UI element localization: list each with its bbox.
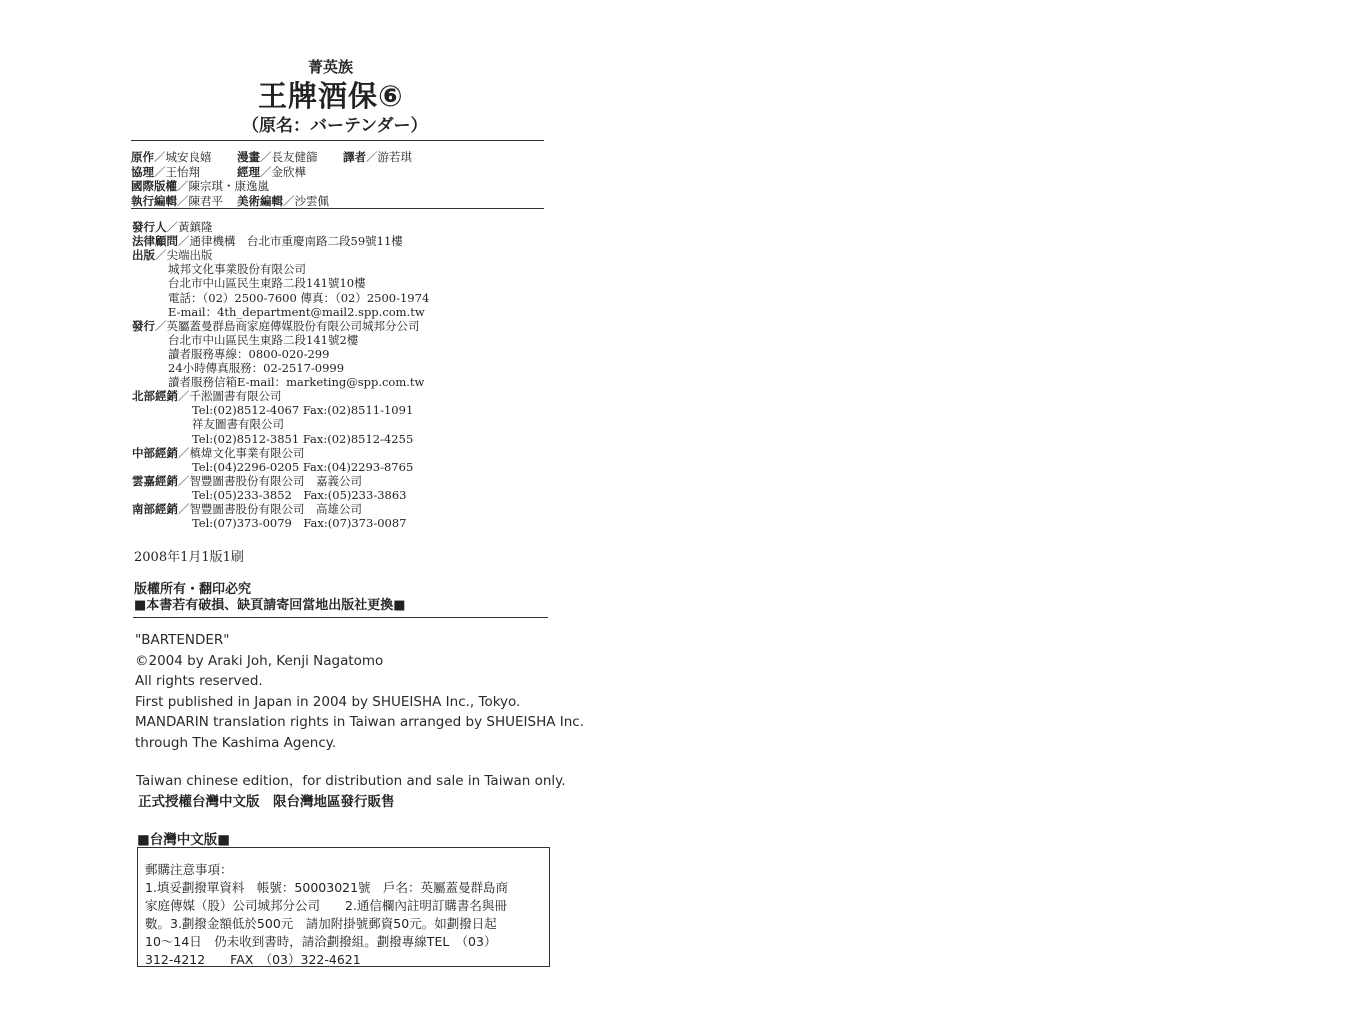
publisher-label: 出版 — [132, 248, 155, 263]
taiwan-edition-chinese: 正式授權台灣中文版 限台灣地區發行販售 — [138, 794, 395, 810]
notice-line: 1.填妥劃撥單資料 帳號：50003021號 戶名：英屬蓋曼群島商 — [145, 880, 509, 895]
publisher-value: Tel:(05)233-3852 Fax:(05)233-3863 — [192, 487, 407, 502]
publisher-line: 雲嘉經銷／智豐圖書股份有限公司 嘉義公司 — [132, 473, 362, 488]
credit-value: 城安良嬉 — [165, 150, 212, 164]
credit-entry: 美術編輯／沙雲佩 — [237, 193, 329, 208]
publisher-value: 台北市中山區民生東路二段141號10樓 — [168, 276, 366, 291]
english-line: ©2004 by Araki Joh, Kenji Nagatomo — [135, 652, 384, 669]
publisher-line — [168, 291, 429, 305]
publisher-label: 發行 — [132, 318, 155, 333]
divider — [131, 208, 544, 209]
damage-notice: ■本書若有破損、缺頁請寄回當地出版社更換■ — [134, 598, 406, 613]
publisher-line — [192, 417, 284, 431]
publisher-value: Tel:(02)8512-3851 Fax:(02)8512-4255 — [192, 431, 414, 446]
publisher-label: 法律顧問 — [132, 234, 178, 249]
book-title: 王牌酒保⑥ — [258, 79, 404, 113]
notice-line: 312-4212 FAX （03）322-4621 — [145, 952, 361, 967]
copyright-notice: 版權所有・翻印必究 — [134, 582, 252, 597]
publisher-value: 通律機構 台北市重慶南路二段59號11樓 — [189, 234, 403, 249]
notice-line: 數。3.劃撥金額低於500元 請加附掛號郵資50元。如劃撥日起 — [145, 916, 497, 931]
credit-entry: 原作／城安良嬉 — [131, 150, 212, 164]
credit-label: 美術編輯 — [237, 193, 283, 208]
publisher-value: 台北市中山區民生東路二段141號2樓 — [168, 332, 359, 347]
publisher-line: 南部經銷／智豐圖書股份有限公司 高雄公司 — [132, 502, 362, 516]
divider — [133, 617, 548, 618]
credit-value: 沙雲佩 — [294, 193, 329, 208]
publisher-value: 英屬蓋曼群島商家庭傳媒股份有限公司城邦分公司 — [166, 318, 420, 333]
publisher-line — [168, 333, 358, 347]
credit-value: 游若琪 — [377, 150, 412, 164]
credit-entry: 經理／金欣樺 — [237, 164, 306, 179]
publisher-line — [168, 305, 425, 319]
publisher-value: 智豐圖書股份有限公司 嘉義公司 — [189, 473, 362, 488]
publisher-line — [192, 516, 406, 530]
publisher-value: Tel:(02)8512-4067 Fax:(02)8511-1091 — [192, 403, 414, 418]
publisher-value: 千淞圖書有限公司 — [189, 389, 282, 404]
edition-label: ■台灣中文版■ — [137, 832, 231, 848]
publisher-line: 法律顧問／通律機構 台北市重慶南路二段59號11樓 — [132, 234, 403, 249]
publisher-line — [168, 276, 366, 290]
publisher-value: 黃鎮隆 — [178, 220, 213, 234]
credit-label: 經理 — [237, 164, 260, 179]
credit-label: 國際版權 — [131, 179, 177, 193]
notice-line: 家庭傳媒（股）公司城邦分公司 2.通信欄內註明訂購書名與冊 — [145, 898, 507, 913]
publisher-line — [192, 488, 406, 502]
publisher-line: 北部經銷／千淞圖書有限公司 — [132, 389, 282, 404]
credit-value: 陳宗琪・康逸嵐 — [188, 179, 269, 193]
taiwan-edition-english: Taiwan chinese edition，for distribution and sale in Taiwan only. — [136, 773, 566, 789]
series-name: 菁英族 — [308, 58, 354, 76]
publisher-value: 讀者服務專線：0800-020-299 — [168, 346, 330, 361]
english-line: First published in Japan in 2004 by SHUEISHA Inc., Tokyo. — [135, 693, 521, 710]
credit-label: 漫畫 — [237, 150, 260, 164]
credit-entry: 協理／王怡翔 — [131, 164, 200, 179]
publisher-line — [168, 375, 424, 389]
publisher-value: 尖端出版 — [166, 248, 213, 263]
english-line: "BARTENDER" — [135, 632, 230, 648]
publisher-line: 中部經銷／槙煒文化事業有限公司 — [132, 445, 305, 460]
publisher-value: 電話：（02）2500-7600 傳真：（02）2500-1974 — [168, 290, 430, 305]
publisher-value: Tel:(07)373-0079 Fax:(07)373-0087 — [192, 516, 407, 531]
mail-order-notice — [137, 847, 550, 967]
english-line: MANDARIN translation rights in Taiwan arranged by SHUEISHA Inc. — [135, 714, 585, 730]
publisher-label: 中部經銷 — [132, 445, 178, 460]
publisher-value: E-mail：4th_department@mail2.spp.com.tw — [168, 304, 425, 319]
publisher-label: 南部經銷 — [132, 502, 178, 516]
credit-label: 原作 — [131, 150, 154, 164]
publisher-value: 祥友圖書有限公司 — [192, 417, 284, 432]
publisher-line: 發行／英屬蓋曼群島商家庭傳媒股份有限公司城邦分公司 — [132, 318, 420, 333]
publisher-line — [192, 460, 413, 474]
publisher-value: Tel:(04)2296-0205 Fax:(04)2293-8765 — [192, 459, 414, 474]
english-line: through The Kashima Agency. — [135, 734, 337, 751]
publisher-line — [192, 432, 413, 446]
credit-entry: 執行編輯／陳君平 — [131, 193, 223, 208]
publisher-value: 24小時傳真服務：02-2517-0999 — [168, 361, 345, 375]
publisher-value: 槙煒文化事業有限公司 — [189, 445, 305, 460]
publisher-line — [168, 361, 344, 375]
publisher-line: 發行人／黃鎮隆 — [132, 220, 213, 234]
publisher-line: 出版／尖端出版 — [132, 248, 213, 263]
original-title: （原名：バーテンダー） — [242, 116, 428, 136]
publisher-line — [168, 262, 306, 276]
credit-entry: 漫畫／長友健篩 — [237, 150, 318, 164]
credit-entry: 國際版權／陳宗琪・康逸嵐 — [131, 179, 269, 193]
notice-line: 10～14日 仍未收到書時，請洽劃撥組。劃撥專線TEL （03） — [145, 934, 497, 949]
divider — [131, 140, 544, 141]
publisher-line — [168, 347, 329, 361]
publisher-value: 智豐圖書股份有限公司 高雄公司 — [189, 502, 362, 516]
credit-label: 譯者 — [343, 150, 366, 164]
english-line: All rights reserved. — [135, 673, 263, 689]
publisher-label: 發行人 — [132, 220, 167, 234]
publisher-line — [192, 403, 413, 417]
notice-line: 郵購注意事項： — [145, 862, 233, 877]
credit-label: 執行編輯 — [131, 193, 177, 208]
credit-value: 王怡翔 — [165, 164, 200, 179]
edition-date: 2008年1月1版1刷 — [134, 550, 244, 565]
publisher-value: 讀者服務信箱E-mail：marketing@spp.com.tw — [168, 375, 425, 390]
credit-value: 金欣樺 — [271, 164, 306, 179]
credit-entry: 譯者／游若琪 — [343, 150, 412, 164]
credit-value: 陳君平 — [188, 193, 223, 208]
credit-value: 長友健篩 — [271, 150, 318, 164]
publisher-label: 雲嘉經銷 — [132, 473, 178, 488]
credit-label: 協理 — [131, 164, 154, 179]
publisher-label: 北部經銷 — [132, 389, 178, 404]
publisher-value: 城邦文化事業股份有限公司 — [168, 262, 306, 277]
